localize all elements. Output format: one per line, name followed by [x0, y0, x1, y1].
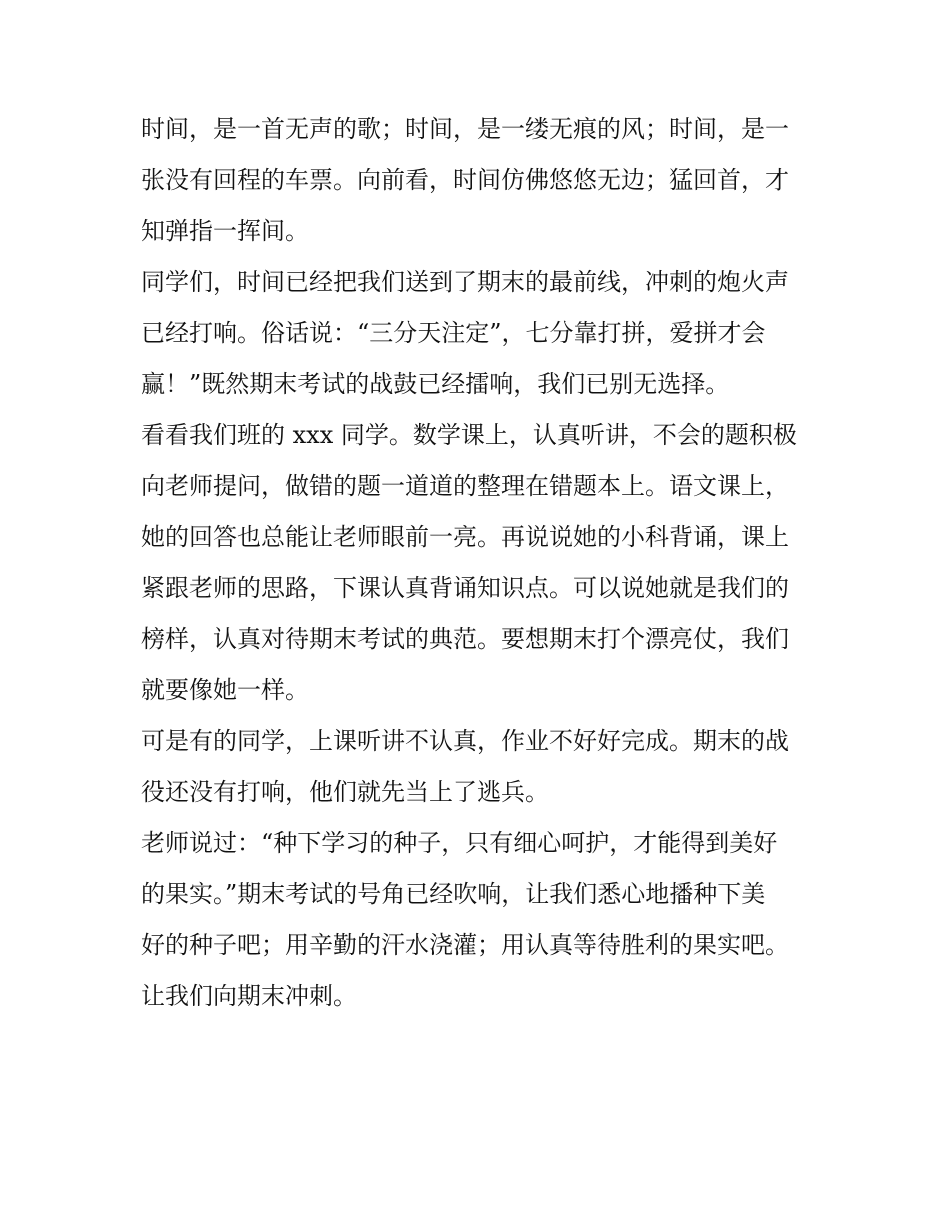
text-line: 可是有的同学，上课听讲不认真，作业不好好完成。期末的战: [141, 727, 789, 755]
text-line: 知弹指一挥间。: [141, 217, 309, 245]
text-line: 紧跟老师的思路，下课认真背诵知识点。可以说她就是我们的: [141, 574, 789, 602]
paragraph-1: [141, 104, 811, 257]
paragraph-2: [141, 257, 811, 410]
paragraph-5: [141, 818, 811, 1022]
paragraph-3: [141, 410, 811, 716]
text-line: 榜样，认真对待期末考试的典范。要想期末打个漂亮仗，我们: [141, 625, 789, 653]
text-line: 的果实。”期末考试的号角已经吹响，让我们悉心地播种下美: [141, 880, 766, 908]
text-line: 张没有回程的车票。向前看，时间仿佛悠悠无边；猛回首，才: [141, 166, 789, 194]
text-line: 就要像她一样。: [141, 676, 309, 704]
paragraph-4: [141, 716, 811, 818]
text-line: 时间，是一首无声的歌；时间，是一缕无痕的风；时间，是一: [141, 115, 789, 143]
document-body: [141, 104, 811, 1022]
text-line: 让我们向期末冲刺。: [141, 982, 357, 1010]
text-line: 看看我们班的 xxx 同学。数学课上，认真听讲，不会的题积极: [141, 421, 797, 449]
text-line: 老师说过：“种下学习的种子，只有细心呵护，才能得到美好: [141, 829, 778, 857]
text-line: 赢！”既然期末考试的战鼓已经擂响，我们已别无选择。: [141, 370, 730, 398]
text-line: 已经打响。俗话说：“三分天注定”，七分靠打拼，爱拼才会: [141, 319, 766, 347]
text-line: 同学们，时间已经把我们送到了期末的最前线，冲刺的炮火声: [141, 268, 789, 296]
text-line: 好的种子吧；用辛勤的汗水浇灌；用认真等待胜利的果实吧。: [141, 931, 789, 959]
text-line: 向老师提问，做错的题一道道的整理在错题本上。语文课上，: [141, 472, 789, 500]
text-line: 她的回答也总能让老师眼前一亮。再说说她的小科背诵，课上: [141, 523, 789, 551]
text-line: 役还没有打响，他们就先当上了逃兵。: [141, 778, 549, 806]
